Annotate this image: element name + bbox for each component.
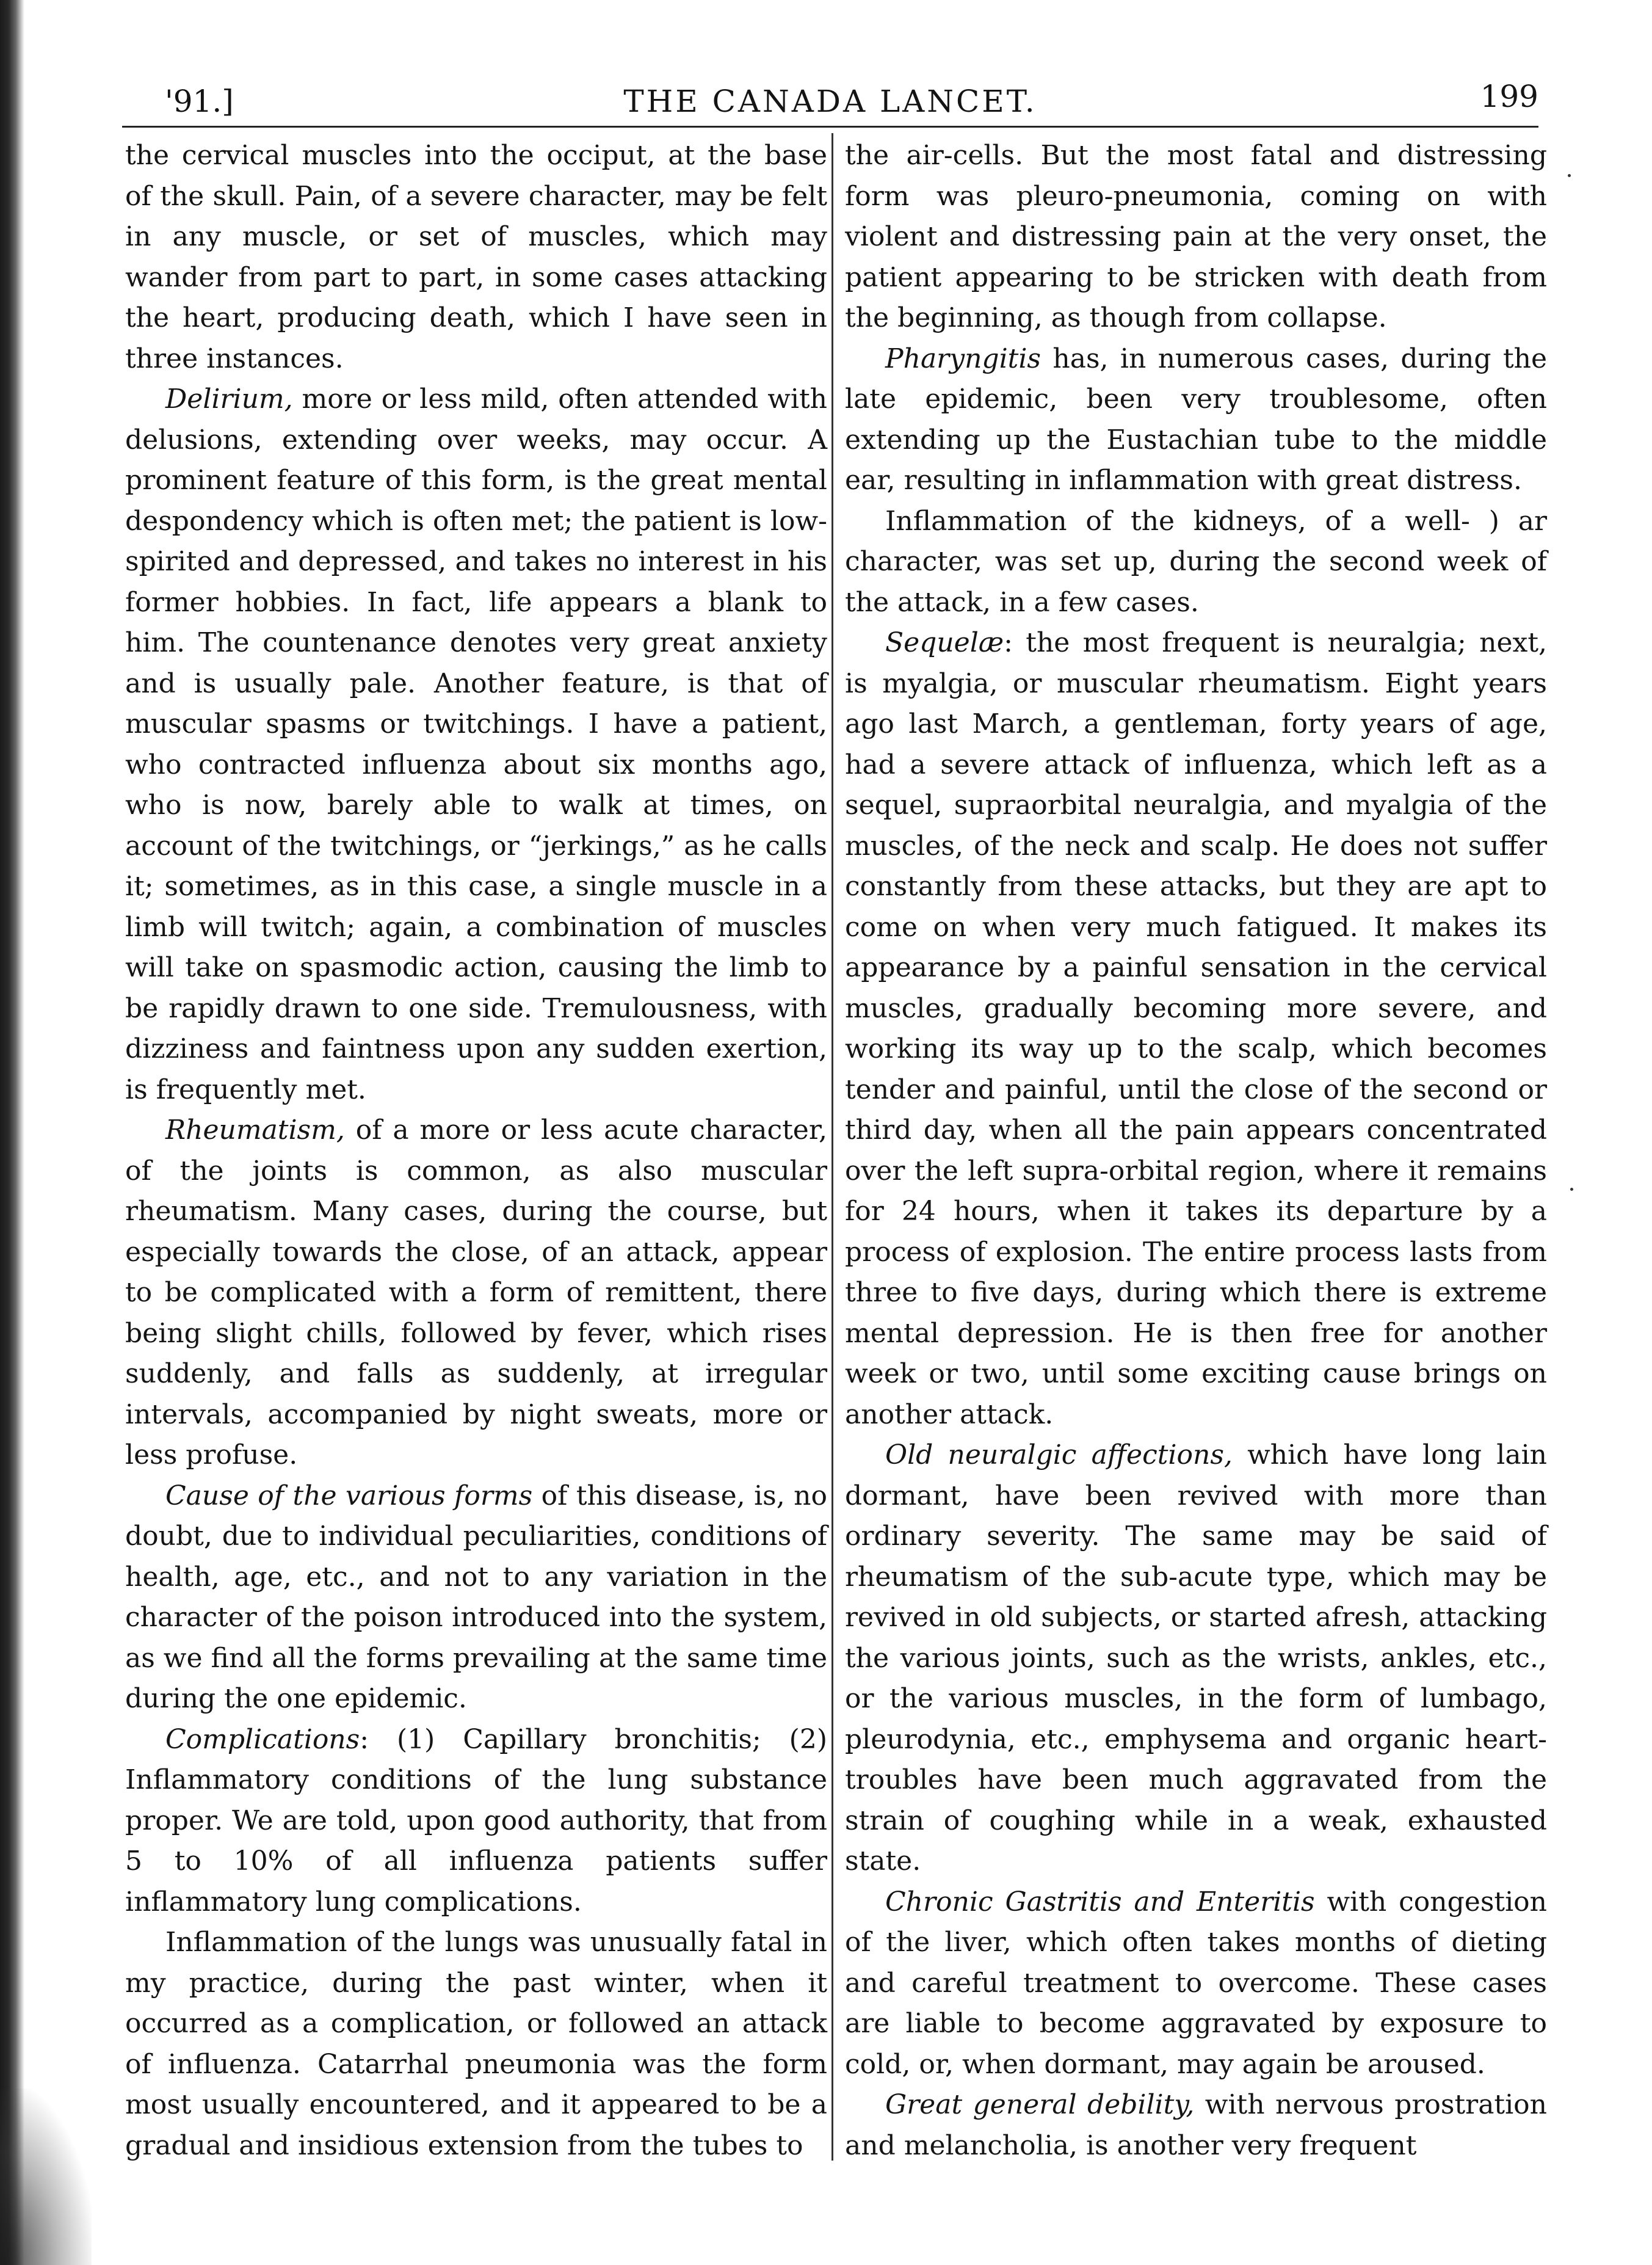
paragraph-sequelae <box>845 623 1547 1435</box>
paragraph-delirium <box>125 379 827 1110</box>
paragraph-lead: Chronic Gastritis and Enteritis <box>885 1886 1315 1918</box>
journal-title: THE CANADA LANCET. <box>623 84 1037 119</box>
paragraph-inflammation: Inflammation of the lungs was unusually fatal in my practice, during the past winter, when it occurred as a complication, or followed an attack of influenza. Catarrhal pneumonia was the form most usually encountered, and it appeared to be a gradual and insidious extension from the tubes to <box>125 1927 827 2161</box>
scan-binding-shadow <box>0 0 24 2265</box>
paragraph-body: of this disease, is, no doubt, due to individual peculiarities, conditions of health, age, etc., and not to any variation in the character of the poison introduced into the system, as we find all the forms prevailing at the same time during the one epidemic. <box>125 1480 827 1714</box>
paragraph-body: with congestion of the liver, which often takes months of dieting and careful treatment to overcome. These cases are liable to become aggravated by exposure to cold, or, when dormant, may again be aroused. <box>845 1886 1547 2080</box>
running-head-date: '91.] <box>165 84 234 119</box>
paragraph-gastritis <box>845 1882 1547 2085</box>
scan-speck <box>1568 174 1571 177</box>
paragraph-body: more or less mild, often attended with delusions, extending over weeks, may occur. A prominent feature of this form, is the great mental despondency which is often met; the patient is low-spirited and depressed, and takes no interest in his former hobbies. In fact, life appears a blank to him. The countenance denotes very great anxiety and is usually pale. Another feature, is that of muscular spasms or twitchings. I have a patient, who contracted influenza about six months ago, who is now, barely able to walk at times, on account of the twitchings, or “jerkings,” as he calls it; sometimes, as in this case, a single muscle in a limb will twitch; again, a combination of muscles will take on spasmodic action, causing the limb to be rapidly drawn to one side. Tremulousness, with dizziness and faintness upon any sudden exertion, is frequently met. <box>125 384 827 1105</box>
paragraph-lead: Cause of the various forms <box>165 1480 533 1511</box>
paragraph-debility <box>845 2085 1547 2166</box>
paragraph-neuralgic <box>845 1435 1547 1882</box>
right-column <box>845 136 1547 2166</box>
paragraph-body: : (1) Capillary bronchitis; (2) Inflammatory conditions of the lung substance proper. We are told, upon good authority, that from 5 to 10% of all influenza patients suffer inflammatory lung complications. <box>125 1723 827 1918</box>
running-head <box>122 77 1538 126</box>
paragraph-cause <box>125 1476 827 1720</box>
paragraph-kidneys: Inflammation of the kidneys, of a well- ) ar character, was set up, during the second week of the attack, in a few cases. <box>845 505 1547 618</box>
paragraph-lead: Pharyngitis <box>885 343 1041 374</box>
paragraph: the cervical muscles into the occiput, at the base of the skull. Pain, of a severe character, may be felt in any muscle, or set of muscles, which may wander from part to part, in some cases attacking the heart, producing death, which I have seen in three instances. <box>125 140 827 374</box>
paragraph-body: with nervous prostration and melancholia, is another very frequent <box>845 2089 1548 2161</box>
left-column <box>125 136 827 2166</box>
paragraph-complications <box>125 1720 827 1923</box>
paragraph-lead: Sequelæ <box>885 627 1004 658</box>
column-divider <box>831 133 833 2161</box>
paragraph-lead: Great general debility, <box>885 2089 1195 2120</box>
scan-speck <box>1570 1188 1573 1191</box>
paragraph-lead: Delirium, <box>165 384 293 415</box>
paragraph-body: : the most frequent is neuralgia; next, is myalgia, or muscular rheumatism. Eight years ago last March, a gentleman, forty years of age, had a severe attack of influenza, which left as a sequel, supraorbital neuralgia, and myalgia of the muscles, of the neck and scalp. He does not suffer constantly from these attacks, but they are apt to come on when very much fatigued. It makes its appearance by a painful sensation in the cervical muscles, gradually becoming more severe, and working its way up to the scalp, which becomes tender and painful, until the close of the second or third day, when all the pain appears concentrated over the left supra-orbital region, where it remains for 24 hours, when it takes its departure by a process of explosion. The entire process lasts from three to five days, during which there is extreme mental depression. He is then free for another week or two, until some exciting cause brings on another attack. <box>845 627 1547 1430</box>
paragraph-lead: Complications <box>165 1723 360 1755</box>
scan-corner-shadow <box>0 2089 92 2265</box>
paragraph-lead: Rheumatism, <box>165 1114 345 1146</box>
paragraph-body: which have long lain dormant, have been revived with more than ordinary severity. The same may be said of rheumatism of the sub-acute type, which may be revived in old subjects, or started afresh, attacking the various joints, such as the wrists, ankles, etc., or the various muscles, in the form of lumbago, pleurodynia, etc., emphysema and organic heart-troubles have been much aggravated from the strain of coughing while in a weak, exhausted state. <box>845 1439 1548 1877</box>
paragraph-body: of a more or less acute character, of the joints is common, as also muscular rheumatism. Many cases, during the course, but especially towards the close, of an attack, appear to be complicated with a form of remittent, there being slight chills, followed by fever, which rises suddenly, and falls as suddenly, at irregular intervals, accompanied by night sweats, more or less profuse. <box>125 1114 827 1471</box>
header-rule <box>122 126 1538 128</box>
page-number: 199 <box>1480 79 1538 114</box>
paragraph-rheumatism <box>125 1110 827 1476</box>
paragraph: the air-cells. But the most fatal and distressing form was pleuro-pneumonia, coming on with violent and distressing pain at the very onset, the patient appearing to be stricken with death from the beginning, as though from collapse. <box>845 140 1547 333</box>
paragraph-body: has, in numerous cases, during the late epidemic, been very troublesome, often extending up the Eustachian tube to the middle ear, resulting in inflammation with great distress. <box>845 343 1547 496</box>
paragraph-pharyngitis <box>845 339 1547 501</box>
paragraph-lead: Old neuralgic affections, <box>885 1439 1233 1471</box>
